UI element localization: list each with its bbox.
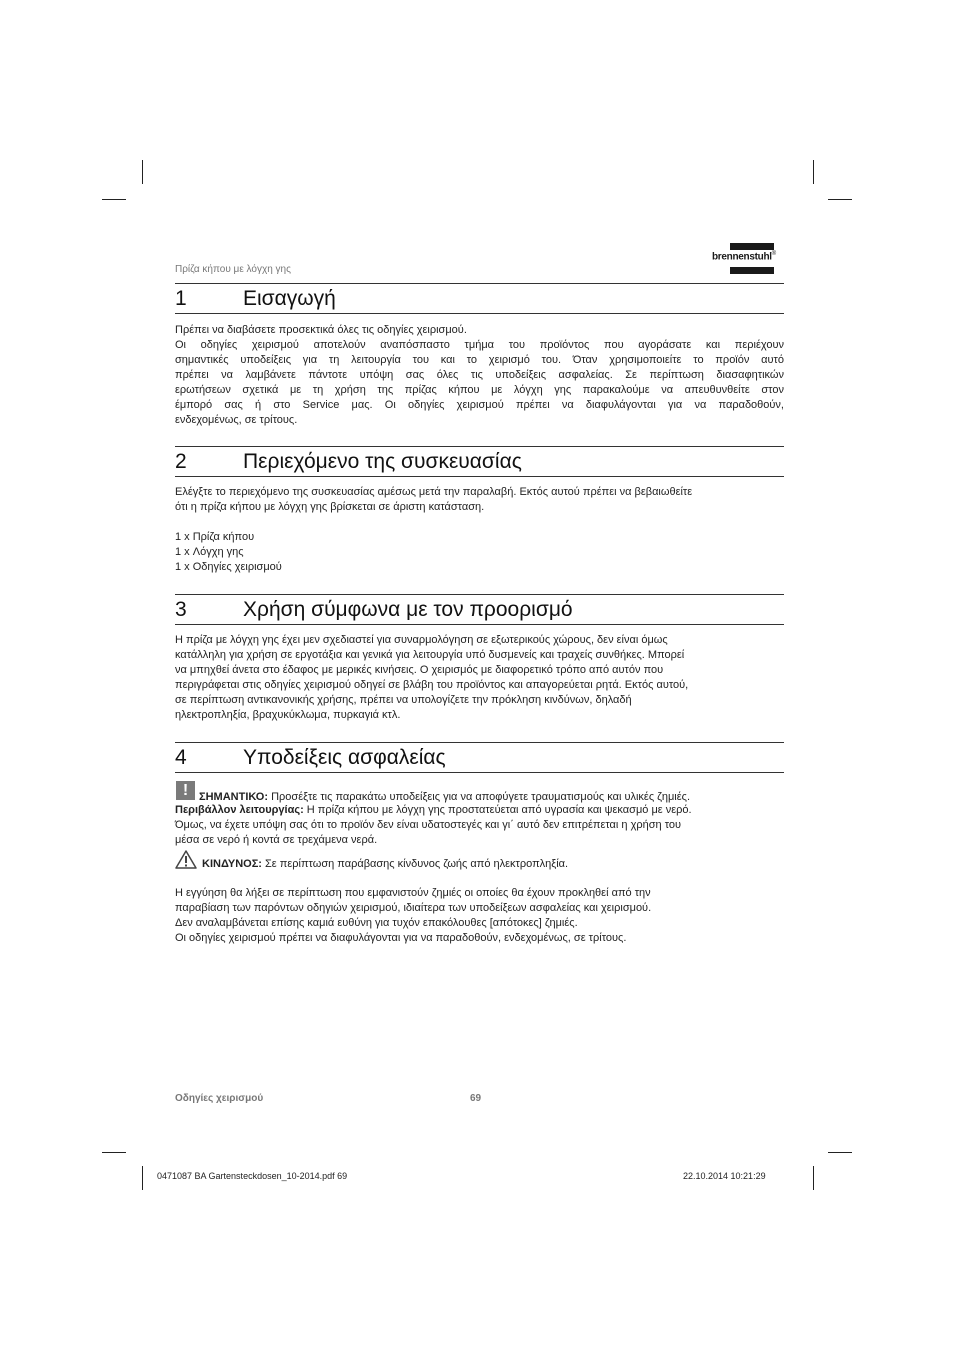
warning-triangle-icon [175,850,197,869]
text-line: ηλεκτροπληξία, βραχυκύκλωμα, πυρκαγιά κτλ. [175,709,401,721]
section-title: Εισαγωγή [243,287,336,310]
environment-text: Η πρίζα κήπου με λόγχη γης προστατεύεται από υγρασία και ψεκασμό με νερό. [303,804,692,816]
footer-title: Οδηγίες χειρισμού [175,1093,264,1104]
section-title: Υποδείξεις ασφαλείας [243,746,446,769]
section-rule [175,476,784,477]
brand-logo [712,243,784,277]
section-number: 3 [175,598,187,621]
text-line: παραβίαση των παρόντων οδηγιών χειρισμού, ιδιαίτερα των υποδείξεων ασφαλείας και χειρισμού. [175,902,652,914]
section-rule [175,742,784,743]
text-line: Όμως, να έχετε υπόψη σας ότι το προϊόν δεν είναι υδατοστεγές και γι΄ αυτό δεν επιτρέπεται η χρήση του [175,819,682,831]
section-rule [175,772,784,773]
text-line: Δεν αναλαμβάνεται επίσης καμιά ευθύνη για τυχόν επακόλουθες [απότοκες] ζημιές. [175,917,578,929]
exclamation-icon: ! [176,781,195,800]
text-line: Οι οδηγίες χειρισμού πρέπει να διαφυλάγονται για να παραδοθούν, ενδεχομένως, σε τρίτους. [175,932,627,944]
list-item: 1 x Οδηγίες χειρισμού [175,561,282,573]
section-rule [175,313,784,314]
crop-mark [102,1152,126,1153]
section-number: 4 [175,746,187,769]
section-title: Χρήση σύμφωνα με τον προορισμό [243,598,573,621]
section-body [175,633,784,723]
package-contents-list [175,530,784,575]
crop-mark [142,1166,143,1190]
logo-bar [730,267,774,274]
crop-mark [102,199,126,200]
warranty-text [175,886,784,946]
text-line: πρέπει να λαμβάνετε πάντοτε υπόψη σας όλες τις υποδείξεις ασφαλείας. Σε περίπτωση διασαφητικών [175,369,784,381]
text-line: να μπηχθεί άνετα στο έδαφος με μερικές κινήσεις. Ο χειρισμός με διαφορετικό τρόπο από αυτόν που [175,664,664,676]
section-body [175,485,784,515]
text-line: Οι οδηγίες χειρισμού αποτελούν αναπόσπαστο τμήμα του προϊόντος που αγοράσατε και περιέχουν [175,339,784,351]
operating-environment-note [175,803,784,848]
important-label: ΣΗΜΑΝΤΙΚΟ: [199,791,269,803]
environment-label: Περιβάλλον λειτουργίας: [175,804,304,816]
text-line: έμπορό σας ή στο Service μας. Οι οδηγίες χειρισμού πρέπει να διαφυλάγονται για να παραδοθούν, [175,399,784,411]
text-line: κατάλληλη για χρήση σε εργοτάξια και γενικά για λειτουργία υπό δυσμενείς και τραχείς συνθήκες. Μπορεί [175,649,685,661]
section-rule [175,283,784,284]
section-number: 2 [175,450,187,473]
print-slug-datetime: 22.10.2014 10:21:29 [683,1171,766,1181]
logo-bar [730,243,774,250]
page-number: 69 [470,1093,482,1104]
section-number: 1 [175,287,187,310]
list-item: 1 x Λόγχη γης [175,546,244,558]
text-line: Πρέπει να διαβάσετε προσεκτικά όλες τις οδηγίες χειρισμού. [175,324,467,336]
print-slug-file: 0471087 BA Gartensteckdosen_10-2014.pdf 69 [157,1171,348,1181]
crop-mark [828,199,852,200]
text-line: ενδεχομένως, σε τρίτους. [175,414,298,426]
crop-mark [142,160,143,184]
danger-note [202,857,784,872]
text-line: Ελέγξτε το περιεχόμενο της συσκευασίας αμέσως μετά την παραλαβή. Εκτός αυτού πρέπει να βεβαιωθείτε [175,486,693,498]
running-header: Πρίζα κήπου με λόγχη γης [175,264,291,275]
danger-text: Σε περίπτωση παράβασης κίνδυνος ζωής από ηλεκτροπληξία. [261,858,569,870]
section-rule [175,624,784,625]
list-item: 1 x Πρίζα κήπου [175,531,255,543]
text-line: περιγράφεται στις οδηγίες χειρισμού οδηγεί σε βλάβη του προϊόντος και απαγορεύεται ρητά. Εκτός αυτού, [175,679,689,691]
text-line: σημαντικές υποδείξεις για τη λειτουργία του και το χειρισμό του. Όταν χρησιμοποιείτε το προϊόν αυτό [175,354,784,366]
section-rule [175,446,784,447]
important-text: Προσέξτε τις παρακάτω υποδείξεις για να αποφύγετε τραυματισμούς και υλικές ζημιές. [268,791,690,803]
section-rule [175,594,784,595]
text-line: Η εγγύηση θα λήξει σε περίπτωση που εμφανιστούν ζημιές οι οποίες θα έχουν προκληθεί από την [175,887,651,899]
text-line: σε περίπτωση αντικανονικής χρήσης, πρέπει να υπολογίζετε την πρόκληση κινδύνων, δηλαδή [175,694,632,706]
text-line: μέσα σε νερό ή κοντά σε τρεχάμενα νερά. [175,834,378,846]
section-title: Περιεχόμενο της συσκευασίας [243,450,522,473]
text-line: Η πρίζα με λόγχη γης έχει μεν σχεδιαστεί για συναρμολόγηση σε εξωτερικούς χώρους, δεν είναι όμως [175,634,668,646]
logo-wordmark: brennenstuhl® [712,251,776,263]
text-line: ερωτήσεων σχετικά με τη χρήση της πρίζας κήπου με λόγχη γης παρακαλούμε να απευθυνθείτε στον [175,384,784,396]
crop-mark [813,1166,814,1190]
danger-label: ΚΙΝΔΥΝΟΣ: [202,858,262,870]
crop-mark [813,160,814,184]
section-body [175,323,784,428]
crop-mark [828,1152,852,1153]
text-line: ότι η πρίζα κήπου με λόγχη γης βρίσκεται σε άριστη κατάσταση. [175,501,485,513]
